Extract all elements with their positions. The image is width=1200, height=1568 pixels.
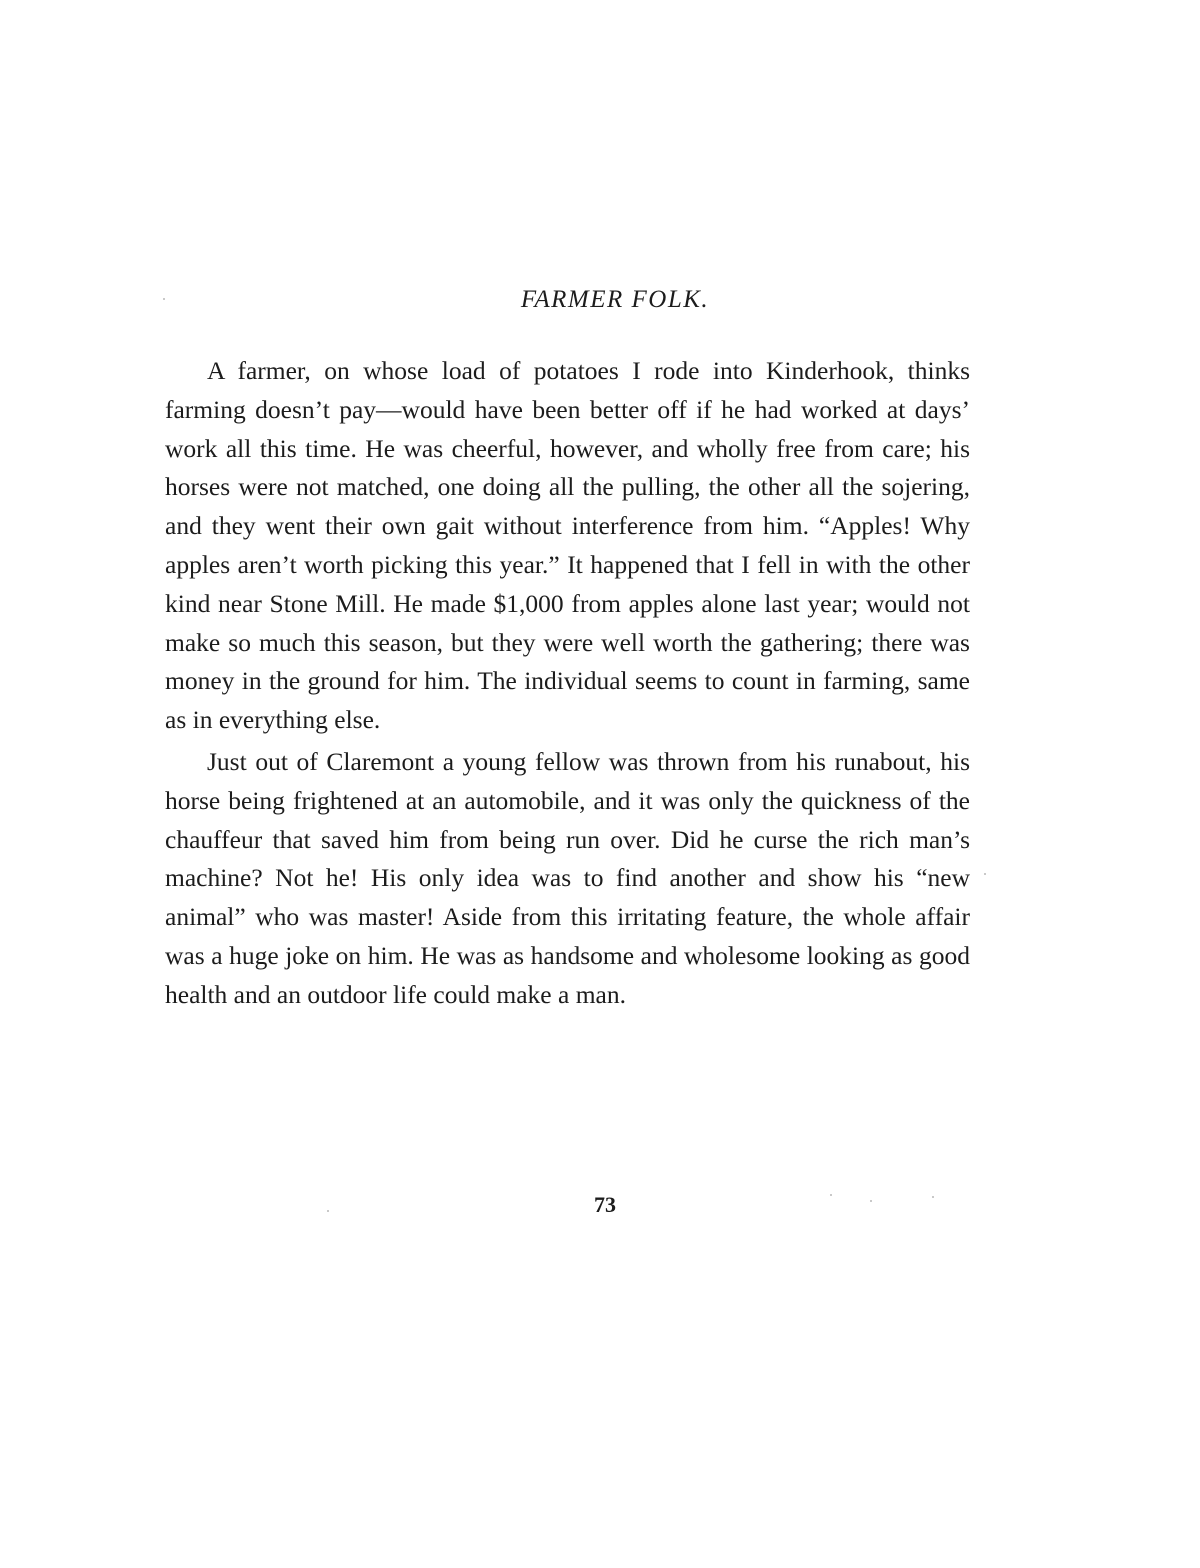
scan-speck xyxy=(870,1200,872,1202)
scan-speck xyxy=(830,1194,832,1196)
paragraph: A farmer, on whose load of potatoes I rode into Kinderhook, thinks farming doesn’t pay—would have been better off if he had worked at days’ work all this time. He was cheerful, however, and wholly free from care; his horses were not matched, one doing all the pulling, the other all the sojering, and they went their own gait without interference from him. “Apples! Why apples aren’t worth picking this year.” It happened that I fell in with the other kind near Stone Mill. He made $1,000 from apples alone last year; would not make so much this season, but they were well worth the gathering; there was money in the ground for him. The individual seems to count in farming, same as in everything else. xyxy=(165,356,970,735)
scan-speck xyxy=(932,1196,934,1198)
chapter-title: FARMER FOLK. xyxy=(520,286,710,313)
scan-speck xyxy=(984,873,986,875)
scan-speck xyxy=(163,298,165,300)
page-number: 73 xyxy=(594,1192,616,1217)
scan-speck xyxy=(327,1210,329,1212)
paragraph: Just out of Claremont a young fellow was thrown from his runabout, his horse being frightened at an automobile, and it was only the quickness of the chauffeur that saved him from being run over. Did he curse the rich man’s machine? Not he! His only idea was to find another and show his “new animal” who was master! Aside from this irritating feature, the whole affair was a huge joke on him. He was as handsome and wholesome looking as good health and an outdoor life could make a man. xyxy=(165,746,970,1009)
body-text xyxy=(165,352,970,1018)
